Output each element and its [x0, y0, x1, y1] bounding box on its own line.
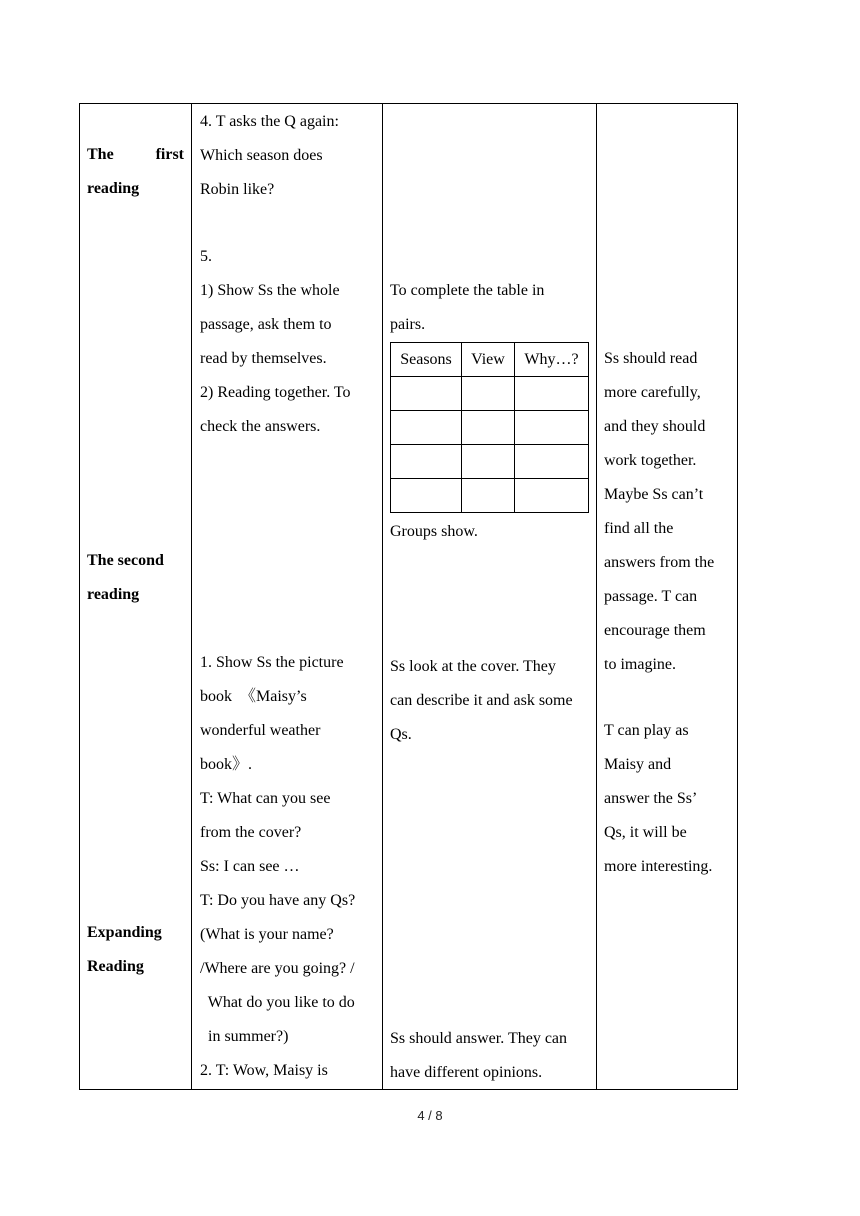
text-line: 1) Show Ss the whole [200, 282, 340, 299]
seasons-table [390, 342, 589, 513]
stage-line: Expanding [87, 924, 162, 941]
stage-line: The second [87, 552, 164, 569]
stage-word: The [87, 146, 114, 163]
text-line: 5. [200, 248, 212, 265]
text-line: Groups show. [390, 523, 478, 540]
text-line: T can play as [604, 722, 689, 739]
table-cell [391, 445, 462, 479]
text-line: find all the [604, 520, 674, 537]
text-line: T: What can you see [200, 790, 331, 807]
text-line: Maisy and [604, 756, 672, 773]
text-line: passage, ask them to [200, 316, 332, 333]
text-line: What do you like to do [200, 994, 355, 1011]
stage-first-reading-line2: reading [87, 180, 140, 197]
text-line: work together. [604, 452, 697, 469]
student-block-1 [390, 274, 595, 342]
table-header-cell: View [462, 343, 515, 377]
text-line: more interesting. [604, 858, 713, 875]
stage-second-reading [87, 544, 184, 612]
text-line: Qs. [390, 726, 412, 743]
text-line: T: Do you have any Qs? [200, 892, 356, 909]
stage-word: first [155, 146, 184, 163]
text-line: (What is your name? [200, 926, 334, 943]
table-cell [515, 445, 589, 479]
text-line: Ss: I can see … [200, 858, 300, 875]
table-cell [391, 479, 462, 513]
column-divider [382, 104, 383, 1089]
text-line: 2. T: Wow, Maisy is [200, 1062, 328, 1079]
activity-block-3 [200, 646, 378, 1088]
table-header-cell: Why…? [515, 343, 589, 377]
stage-first-reading-line1 [87, 138, 184, 172]
text-line: pairs. [390, 316, 426, 333]
table-cell [515, 411, 589, 445]
text-line: encourage them [604, 622, 706, 639]
text-line: Robin like? [200, 181, 275, 198]
text-line: 1. Show Ss the picture [200, 654, 344, 671]
table-cell [462, 411, 515, 445]
text-line: have different opinions. [390, 1064, 543, 1081]
table-row [391, 377, 589, 411]
table-row [391, 479, 589, 513]
text-line: answer the Ss’ [604, 790, 698, 807]
page-number: 4 / 8 [417, 1108, 443, 1123]
student-block-2 [390, 515, 595, 549]
text-line: Ss should read [604, 350, 698, 367]
text-line: wonderful weather [200, 722, 321, 739]
column-divider [191, 104, 192, 1089]
table-cell [391, 377, 462, 411]
text-line: Ss look at the cover. They [390, 658, 556, 675]
text-line: 2) Reading together. To [200, 384, 351, 401]
table-cell [515, 479, 589, 513]
text-line: Which season does [200, 147, 323, 164]
text-line: book 《Maisy’s [200, 688, 307, 705]
text-line: more carefully, [604, 384, 701, 401]
text-line: can describe it and ask some [390, 692, 573, 709]
text-line: in summer?) [200, 1028, 289, 1045]
table-row [391, 411, 589, 445]
table-header-cell: Seasons [391, 343, 462, 377]
text-line: read by themselves. [200, 350, 327, 367]
table-cell [462, 479, 515, 513]
stage-line: reading [87, 586, 140, 603]
text-line: and they should [604, 418, 706, 435]
text-line: check the answers. [200, 418, 321, 435]
table-cell [462, 377, 515, 411]
text-line: book》. [200, 756, 253, 773]
activity-block-2 [200, 240, 378, 444]
text-line: Qs, it will be [604, 824, 687, 841]
text-line: To complete the table in [390, 282, 545, 299]
text-line: 4. T asks the Q again: [200, 113, 339, 130]
text-line: /Where are you going? / [200, 960, 355, 977]
text-line: Ss should answer. They can [390, 1030, 568, 1047]
text-line: to imagine. [604, 656, 676, 673]
table-header-row [391, 343, 589, 377]
stage-expanding-reading [87, 916, 184, 984]
note-block-2 [604, 714, 734, 884]
student-block-3 [390, 650, 595, 752]
column-divider [596, 104, 597, 1089]
table-row [391, 445, 589, 479]
table-cell [462, 445, 515, 479]
text-line: answers from the [604, 554, 715, 571]
stage-first-reading [87, 138, 184, 206]
text-line: Maybe Ss can’t [604, 486, 704, 503]
note-block-1 [604, 342, 734, 682]
text-line: passage. T can [604, 588, 698, 605]
table-cell [391, 411, 462, 445]
activity-block-1 [200, 105, 378, 207]
table-cell [515, 377, 589, 411]
text-line: from the cover? [200, 824, 302, 841]
stage-line: Reading [87, 958, 144, 975]
student-block-4 [390, 1022, 595, 1090]
